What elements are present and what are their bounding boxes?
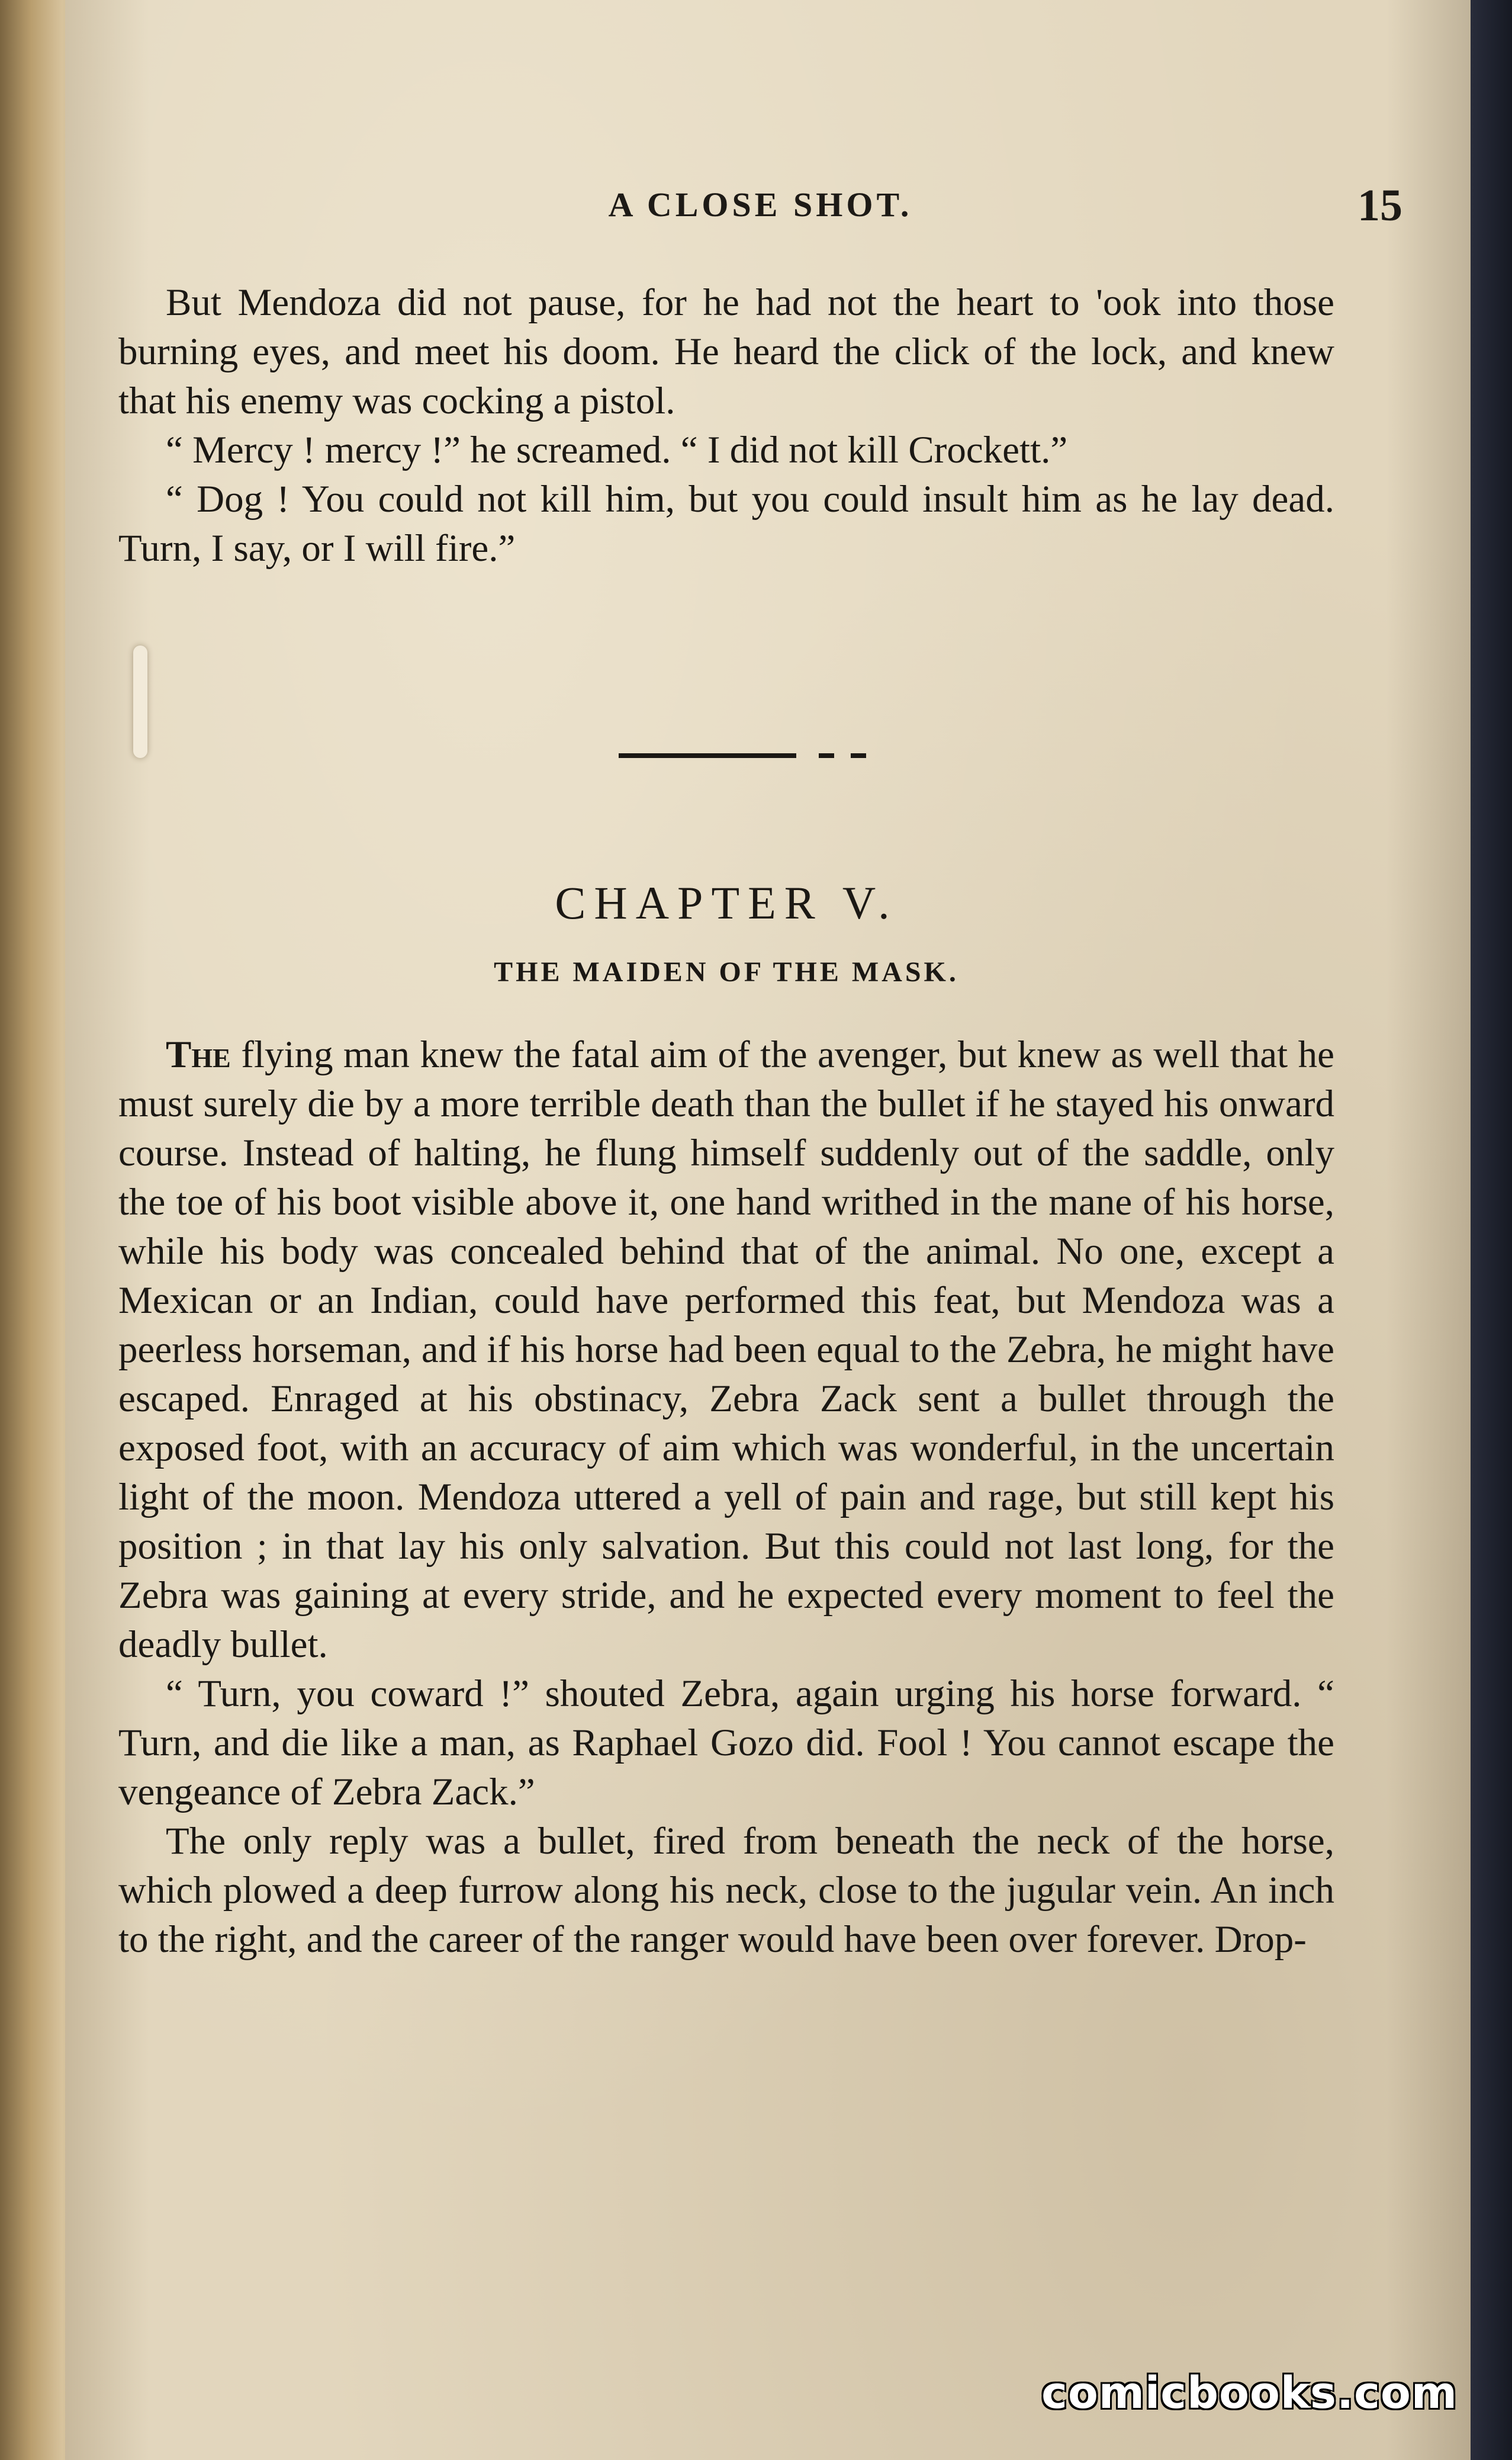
- lead-word: The: [166, 1033, 231, 1076]
- book-edge: [1465, 0, 1512, 2460]
- paragraph: “ Turn, you coward !” shouted Zebra, again urging his horse forward. “ Turn, and die like a man, as Raphael Gozo did. Fool ! You cannot escape the vengeance of Zebra Zack.”: [118, 1672, 1334, 1813]
- paragraph: “ Mercy ! mercy !” he screamed. “ I did not kill Crockett.”: [166, 429, 1068, 471]
- paper-tear: [133, 645, 147, 758]
- divider-dash: [819, 753, 834, 758]
- site-watermark: comicbooks.com: [1041, 2368, 1458, 2419]
- top-text-block: [118, 278, 1334, 573]
- paragraph: “ Dog ! You could not kill him, but you could insult him as he lay dead. Turn, I say, or I will fire.”: [118, 478, 1334, 570]
- paragraph: [118, 1030, 1334, 1669]
- paragraph-text: flying man knew the fatal aim of the avenger, but knew as well that he must surely die by a more terrible death than the bullet if he stayed his onward course. Instead of halting, he flung himself suddenly out of the saddle, only the toe of his boot visible above it, one hand writhed in the mane of his horse, while his body was concealed behind that of the animal. No one, except a Mexican or an Indian, could have performed this feat, but Mendoza was a peerless horseman, and if his horse had been equal to the Zebra, he might have escaped. Enraged at his obstinacy, Zebra Zack sent a bullet through the exposed foot, with an accuracy of aim which was wonderful, in the uncertain light of the moon. Mendoza uttered a yell of pain and rage, but still kept his position ; in that lay his only salvation. But this could not last long, for the Zebra was gaining at every stride, and he expected every moment to feel the deadly bullet.: [118, 1033, 1334, 1666]
- book-page: [65, 0, 1471, 2460]
- divider-line: [619, 753, 796, 758]
- chapter-heading: CHAPTER V.: [555, 877, 898, 929]
- chapter-subtitle: THE MAIDEN OF THE MASK.: [494, 956, 959, 988]
- page-number: 15: [1357, 181, 1402, 230]
- section-divider: [619, 753, 867, 759]
- running-head: [118, 181, 1402, 238]
- divider-dash: [851, 753, 866, 758]
- chapter-text-block: [118, 1030, 1334, 1964]
- paragraph: The only reply was a bullet, fired from beneath the neck of the horse, which plowed a deep furrow along his neck, close to the jugular vein. An inch to the right, and the career of the ranger would have been over forever. Drop-: [118, 1820, 1334, 1961]
- running-title: A CLOSE SHOT.: [608, 185, 913, 224]
- paragraph: But Mendoza did not pause, for he had not the heart to 'ook into those burning eyes, and meet his doom. He heard the click of the lock, and knew that his enemy was cocking a pistol.: [118, 281, 1334, 422]
